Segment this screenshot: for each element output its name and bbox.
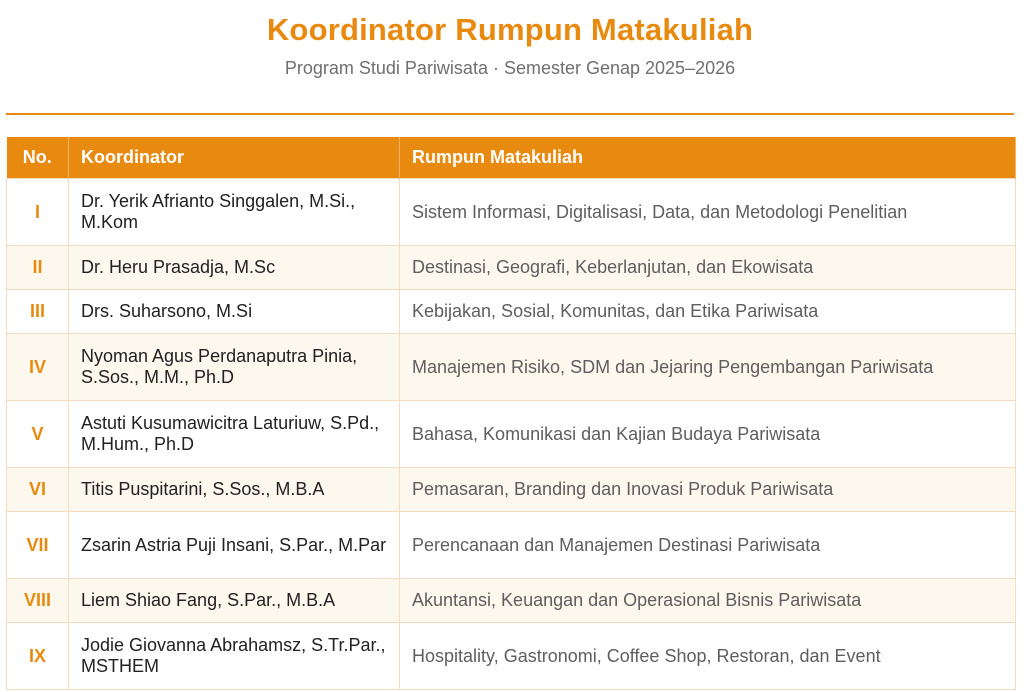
coordinator-name: Dr. Yerik Afrianto Singgalen, M.Si., M.Kom [69,179,400,246]
coordinator-name: Liem Shiao Fang, S.Par., M.B.A [69,579,400,623]
coordinator-table [6,137,1016,690]
coordinator-name: Nyoman Agus Perdanaputra Pinia, S.Sos., M.M., Ph.D [69,334,400,401]
course-cluster: Hospitality, Gastronomi, Coffee Shop, Restoran, dan Event [400,623,1016,690]
course-cluster: Pemasaran, Branding dan Inovasi Produk Pariwisata [400,468,1016,512]
coordinator-name: Titis Puspitarini, S.Sos., M.B.A [69,468,400,512]
table-row [7,179,1016,246]
course-cluster: Sistem Informasi, Digitalisasi, Data, dan Metodologi Penelitian [400,179,1016,246]
course-cluster: Destinasi, Geografi, Keberlanjutan, dan Ekowisata [400,246,1016,290]
row-number: II [7,246,69,290]
column-header-no: No. [7,137,69,179]
table-row [7,468,1016,512]
column-header-rumpun: Rumpun Matakuliah [400,137,1016,179]
course-cluster: Manajemen Risiko, SDM dan Jejaring Pengembangan Pariwisata [400,334,1016,401]
page-title: Koordinator Rumpun Matakuliah [266,12,754,47]
coordinator-name: Dr. Heru Prasadja, M.Sc [69,246,400,290]
row-number: I [7,179,69,246]
coordinator-name: Zsarin Astria Puji Insani, S.Par., M.Par [69,512,400,579]
table-row [7,512,1016,579]
coordinator-name: Jodie Giovanna Abrahamsz, S.Tr.Par., MSTHEM [69,623,400,690]
row-number: V [7,401,69,468]
coordinator-name: Astuti Kusumawicitra Laturiuw, S.Pd., M.Hum., Ph.D [69,401,400,468]
row-number: VII [7,512,69,579]
row-number: VIII [7,579,69,623]
table-row [7,401,1016,468]
row-number: IV [7,334,69,401]
course-cluster: Akuntansi, Keuangan dan Operasional Bisnis Pariwisata [400,579,1016,623]
table-row [7,623,1016,690]
table-row [7,334,1016,401]
column-header-koordinator: Koordinator [69,137,400,179]
table-row [7,246,1016,290]
course-cluster: Kebijakan, Sosial, Komunitas, dan Etika Pariwisata [400,290,1016,334]
coordinator-name: Drs. Suharsono, M.Si [69,290,400,334]
page-subtitle: Program Studi Pariwisata · Semester Genap 2025–2026 [284,58,736,78]
row-number: III [7,290,69,334]
course-cluster: Perencanaan dan Manajemen Destinasi Pariwisata [400,512,1016,579]
header-divider [6,113,1014,115]
course-cluster: Bahasa, Komunikasi dan Kajian Budaya Pariwisata [400,401,1016,468]
row-number: VI [7,468,69,512]
table-row [7,290,1016,334]
table-header-row [7,137,1016,179]
row-number: IX [7,623,69,690]
table-row [7,579,1016,623]
